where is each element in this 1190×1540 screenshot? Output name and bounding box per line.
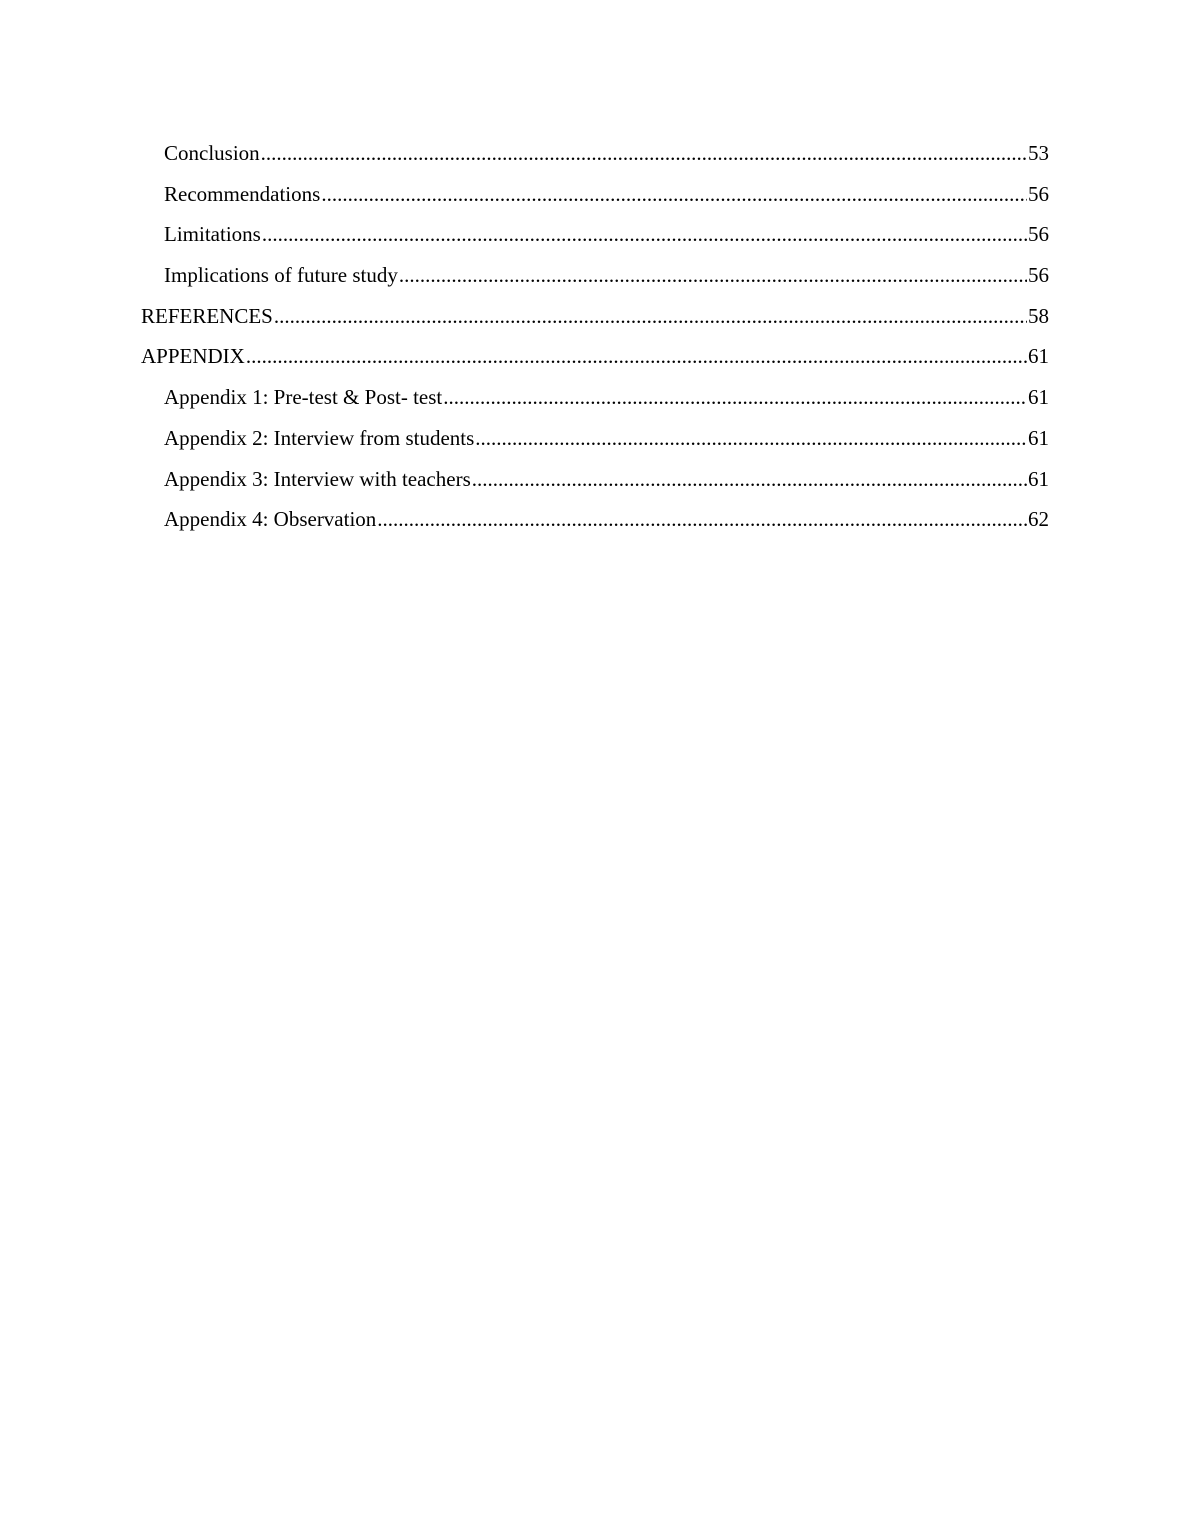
toc-entry-label: Appendix 1: Pre-test & Post- test (164, 385, 443, 410)
toc-entry-page-number: 53 (1028, 141, 1049, 165)
toc-entry-label: Appendix 3: Interview with teachers (164, 466, 471, 491)
toc-entry-page-number: 61 (1028, 466, 1049, 491)
toc-entry-appendix-4[interactable] (141, 499, 1049, 540)
toc-dot-leader (472, 459, 1027, 500)
toc-entry-references[interactable] (141, 296, 1049, 337)
toc-entry-limitations[interactable] (141, 214, 1049, 255)
toc-entry-page-number: 62 (1028, 507, 1049, 532)
toc-entry-label: Implications of future study (164, 263, 398, 288)
toc-entry-appendix-2[interactable] (141, 418, 1049, 459)
toc-entry-label: APPENDIX (141, 344, 245, 369)
toc-dot-leader (475, 418, 1027, 459)
toc-dot-leader (443, 377, 1027, 418)
toc-entry-page-number: 61 (1028, 425, 1049, 450)
toc-entry-label: Appendix 2: Interview from students (164, 425, 475, 450)
toc-entry-page-number: 56 (1028, 263, 1049, 288)
toc-dot-leader (246, 336, 1027, 377)
toc-entry-implications[interactable] (141, 255, 1049, 296)
toc-entry-label: Recommendations (164, 181, 321, 206)
toc-entry-label: REFERENCES (141, 303, 273, 328)
toc-dot-leader (399, 255, 1027, 296)
toc-entry-label: Conclusion (164, 141, 260, 165)
toc-entry-appendix-3[interactable] (141, 459, 1049, 500)
toc-dot-leader (262, 214, 1027, 255)
toc-dot-leader (377, 499, 1027, 540)
toc-dot-leader (261, 133, 1027, 174)
toc-dot-leader (274, 296, 1027, 337)
toc-entry-conclusion[interactable] (141, 133, 1049, 174)
toc-entry-page-number: 58 (1028, 303, 1049, 328)
toc-entry-label: Appendix 4: Observation (164, 507, 377, 532)
toc-entry-page-number: 56 (1028, 181, 1049, 206)
toc-entry-page-number: 61 (1028, 385, 1049, 410)
toc-entry-page-number: 56 (1028, 222, 1049, 247)
toc-entry-appendix-1[interactable] (141, 377, 1049, 418)
toc-dot-leader (321, 174, 1027, 215)
table-of-contents (141, 133, 1049, 540)
toc-entry-label: Limitations (164, 222, 261, 247)
toc-entry-page-number: 61 (1028, 344, 1049, 369)
toc-entry-recommendations[interactable] (141, 174, 1049, 215)
toc-entry-appendix[interactable] (141, 336, 1049, 377)
